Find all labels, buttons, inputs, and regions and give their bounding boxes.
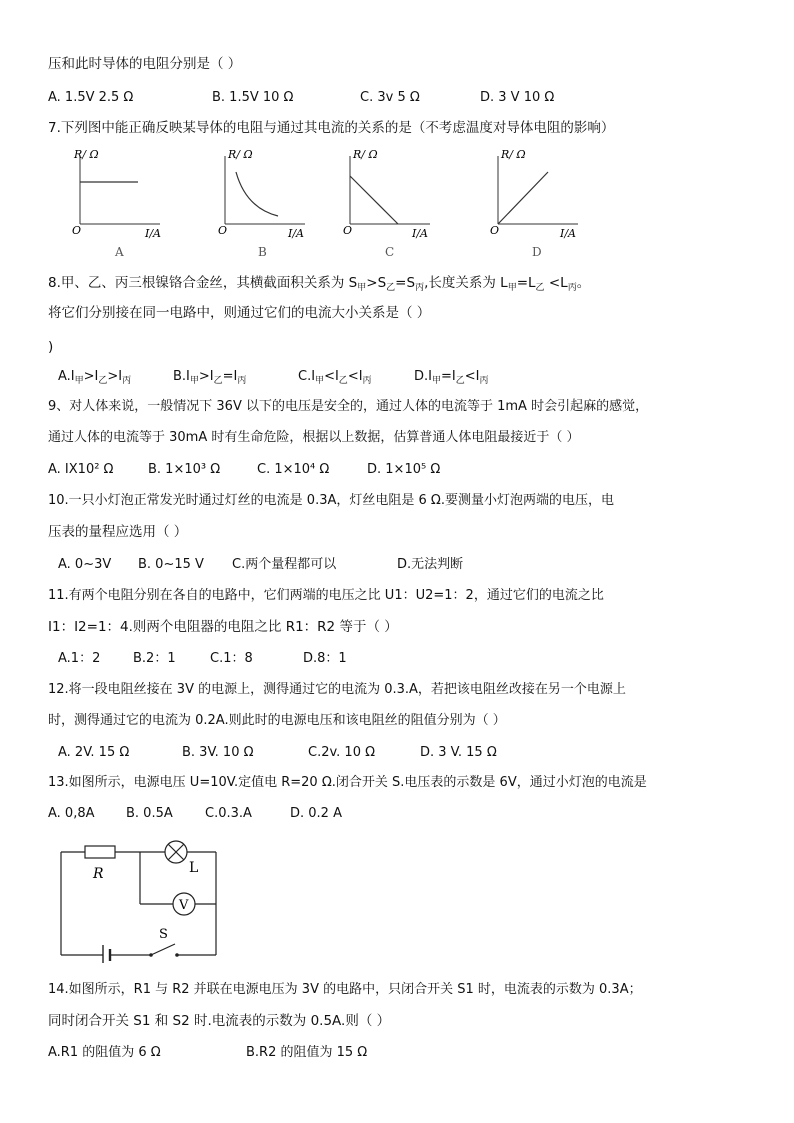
graph-d-origin: O xyxy=(490,224,500,237)
q12-stem-line2: 时，测得通过它的电流为 0.2A.则此时的电源电压和该电阻丝的阻值分别为（ ） xyxy=(48,713,506,728)
graph-c-curve xyxy=(350,176,398,224)
q6-option-a: A. 1.5V 2.5 Ω xyxy=(48,90,134,105)
q9-option-c: C. 1×10⁴ Ω xyxy=(257,462,330,477)
q11-option-d: D.8：1 xyxy=(303,651,347,666)
q8-stem-line2: 将它们分别接在同一电路中，则通过它们的电流大小关系是（ ） xyxy=(48,305,431,321)
q11-option-c: C.1：8 xyxy=(210,651,253,666)
graph-b-y-label: R/ Ω xyxy=(228,148,253,161)
q12-option-c: C.2v. 10 Ω xyxy=(308,745,376,760)
graph-c-x-label: I/A xyxy=(412,227,428,240)
graph-a-label: A xyxy=(115,245,124,259)
q6-stem-tail: 压和此时导体的电阻分别是（ ） xyxy=(48,56,242,72)
graph-a-origin: O xyxy=(72,224,82,237)
graph-a-x-label: I/A xyxy=(145,227,161,240)
q8-option-c: $C.I_甲<I_乙<I_丙$ xyxy=(298,369,372,386)
q6-option-c: C. 3v 5 Ω xyxy=(360,90,420,105)
q11-stem-line2: I1：I2=1：4.则两个电阻器的电阻之比 R1：R2 等于（ ） xyxy=(48,619,398,635)
q10-stem-line2: 压表的量程应选用（ ） xyxy=(48,524,188,540)
graph-c-label: C xyxy=(385,245,395,259)
q6-option-d: D. 3 V 10 Ω xyxy=(480,90,555,105)
q8-stem-line3: ) xyxy=(48,339,54,355)
graph-b-curve xyxy=(236,172,278,216)
resistor-symbol xyxy=(85,846,115,858)
q7-graphs-figure xyxy=(60,142,620,264)
graph-a xyxy=(72,148,161,259)
graph-d xyxy=(490,148,578,259)
graph-d-x-label: I/A xyxy=(560,227,576,240)
graph-d-label: D xyxy=(532,245,542,259)
q8-option-a: $A.I_甲>I_乙>I_丙$ xyxy=(58,369,132,386)
q6-option-b: B. 1.5V 10 Ω xyxy=(212,90,294,105)
q14-option-b: B.R2 的阻值为 15 Ω xyxy=(246,1045,368,1060)
resistor-label: R xyxy=(93,866,104,882)
switch-symbol xyxy=(151,944,175,955)
q8-option-d: $D.I_甲=I_乙<I_丙$ xyxy=(414,369,489,386)
q13-option-c: C.0.3.A xyxy=(205,806,252,821)
q12-option-a: A. 2V. 15 Ω xyxy=(58,745,130,760)
q10-option-b: B. 0~15 V xyxy=(138,557,204,572)
voltmeter-label: V xyxy=(179,898,189,913)
graph-b-x-label: I/A xyxy=(288,227,304,240)
graph-b-origin: O xyxy=(218,224,228,237)
q12-option-d: D. 3 V. 15 Ω xyxy=(420,745,497,760)
q13-option-b: B. 0.5A xyxy=(126,806,173,821)
q11-option-a: A.1：2 xyxy=(58,651,101,666)
q13-option-d: D. 0.2 A xyxy=(290,806,342,821)
q8-option-b: $B.I_甲>I_乙=I_丙$ xyxy=(173,369,247,386)
graph-c xyxy=(343,148,430,259)
q10-option-a: A. 0~3V xyxy=(58,557,112,572)
q11-stem-line1: 11.有两个电阻分别在各自的电路中，它们两端的电压之比 U1：U2=1：2，通过它们的电流之比 xyxy=(48,588,604,603)
q14-option-a: A.R1 的阻值为 6 Ω xyxy=(48,1045,161,1060)
q9-stem-line2: 通过人体的电流等于 30mA 时有生命危险，根据以上数据，估算普通人体电阻最接近于（ ） xyxy=(48,430,580,445)
q13-circuit-diagram xyxy=(55,838,230,963)
q9-stem-line1: 9、对人体来说，一般情况下 36V 以下的电压是安全的，通过人体的电流等于 1mA 时会引起麻的感觉， xyxy=(48,399,649,414)
lamp-label: L xyxy=(189,860,199,876)
graph-b xyxy=(218,148,305,259)
q9-option-b: B. 1×10³ Ω xyxy=(148,462,221,477)
q14-stem-line2: 同时闭合开关 S1 和 S2 时.电流表的示数为 0.5A.则（ ） xyxy=(48,1013,391,1029)
q9-option-a: A. IX10² Ω xyxy=(48,462,114,477)
q8-stem: 8.甲、乙、丙三根镍铬合金丝，其横截面积关系为 $S_甲>S_乙=S_丙$,长度关系为 $L_甲=L_乙 <L_丙$。 xyxy=(48,275,591,293)
graph-d-curve xyxy=(498,172,548,224)
q9-option-d: D. 1×10⁵ Ω xyxy=(367,462,441,477)
q12-stem-line1: 12.将一段电阻丝接在 3V 的电源上，测得通过它的电流为 0.3.A，若把该电阻丝改接在另一个电源上 xyxy=(48,682,626,697)
q10-option-c: C.两个量程都可以 xyxy=(232,557,337,572)
graph-d-y-label: R/ Ω xyxy=(501,148,526,161)
q13-stem-line1: 13.如图所示，电源电压 U=10V.定值电 R=20 Ω.闭合开关 S.电压表的示数是 6V，通过小灯泡的电流是 xyxy=(48,775,647,790)
q10-stem-line1: 10.一只小灯泡正常发光时通过灯丝的电流是 0.3A，灯丝电阻是 6 Ω.要测量小灯泡两端的电压，电 xyxy=(48,493,614,508)
q11-option-b: B.2：1 xyxy=(133,651,176,666)
graph-a-y-label: R/ Ω xyxy=(74,148,99,161)
graph-b-label: B xyxy=(258,245,267,259)
graph-c-origin: O xyxy=(343,224,353,237)
graph-c-y-label: R/ Ω xyxy=(353,148,378,161)
q7-stem: 7.下列图中能正确反映某导体的电阻与通过其电流的关系的是（不考虑温度对导体电阻的影响） xyxy=(48,120,615,136)
q10-option-d: D.无法判断 xyxy=(397,557,464,572)
q14-stem-line1: 14.如图所示，R1 与 R2 并联在电源电压为 3V 的电路中，只闭合开关 S1 时，电流表的示数为 0.3A； xyxy=(48,982,642,997)
q12-option-b: B. 3V. 10 Ω xyxy=(182,745,254,760)
q13-option-a: A. 0,8A xyxy=(48,806,95,821)
switch-label: S xyxy=(159,927,168,942)
